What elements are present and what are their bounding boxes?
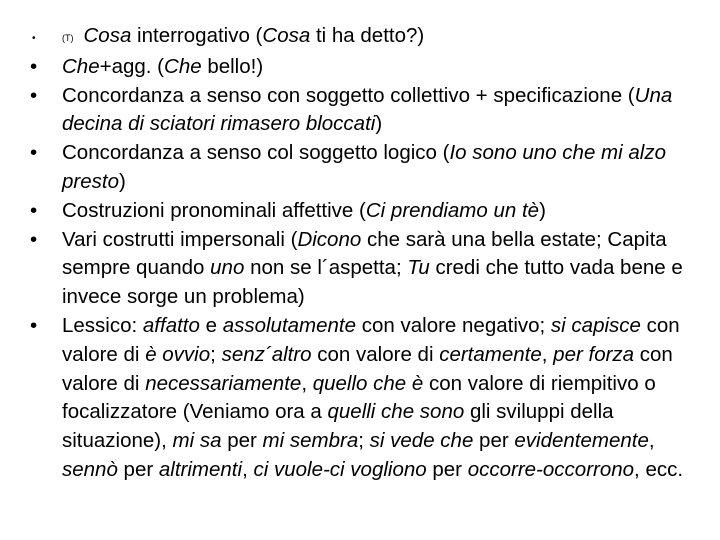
item-text: ;	[210, 342, 222, 366]
example-text: affatto	[142, 313, 200, 337]
item-text: per	[117, 457, 159, 481]
item-text: ;	[358, 429, 370, 453]
bullet-item	[30, 226, 705, 312]
bullet-dot: •	[30, 54, 38, 78]
item-text: ,	[301, 371, 313, 395]
example-text: senz´altro	[221, 342, 312, 366]
example-text: Ci prendiamo un tè	[365, 198, 540, 222]
example-text: assolutamente	[222, 313, 357, 337]
example-text: Io sono uno che mi alzo presto	[62, 141, 666, 193]
item-text: con valore di riempitivo o focalizzatore (Veniamo ora a	[62, 371, 656, 424]
item-text: che sarà una bella estate; Capita sempre quando	[62, 227, 667, 280]
example-text: Cosa	[262, 24, 311, 47]
example-text: necessariamente	[145, 371, 302, 395]
item-text: con valore di	[311, 342, 440, 366]
item-text: ,	[242, 457, 254, 481]
item-text: Concordanza a senso con soggetto collettivo + specificazione (	[62, 83, 635, 107]
example-text: altrimenti	[158, 457, 243, 481]
bullet-dot: •	[30, 227, 38, 251]
example-text: quello che è	[312, 371, 424, 395]
bullet-list	[30, 22, 705, 485]
example-text: si vede che	[369, 429, 474, 453]
example-text: ci vuole-ci vogliono	[253, 457, 427, 481]
example-text: Che	[164, 54, 202, 78]
example-text: sennò	[62, 457, 118, 481]
item-text: ,	[648, 429, 655, 453]
item-text: Lessico:	[62, 313, 143, 337]
bullet-dot: •	[30, 313, 38, 337]
item-text: interrogativo (	[131, 24, 263, 47]
bullet-item	[30, 139, 705, 197]
item-text: con valore di	[62, 342, 673, 395]
item-text: , ecc.	[634, 457, 684, 481]
item-text: Costruzioni pronominali affettive (	[62, 198, 366, 222]
item-text: credi che tutto vada bene e invece sorge un problema)	[62, 256, 683, 309]
example-text: certamente	[439, 342, 542, 366]
item-text: con valore di	[62, 313, 680, 366]
item-text: ,	[541, 342, 554, 366]
bullet-item	[30, 53, 705, 82]
example-text: si capisce	[550, 313, 641, 337]
item-text: )	[118, 169, 126, 193]
example-text: per forza	[553, 342, 635, 366]
item-text: ti ha detto?)	[310, 24, 425, 47]
item-marker: (T)	[62, 33, 74, 43]
bullet-dot: •	[32, 33, 36, 44]
item-text: bello!)	[201, 54, 264, 78]
item-text: )	[375, 112, 383, 136]
example-text: Tu	[407, 256, 430, 280]
item-text: per	[221, 429, 263, 453]
item-text: non se l´aspetta;	[244, 256, 408, 280]
bullet-dot: •	[30, 198, 38, 222]
example-text: evidentemente	[514, 429, 649, 453]
example-text: è ovvio	[145, 342, 211, 366]
example-text: mi sa	[172, 429, 222, 453]
example-text: Cosa	[83, 24, 132, 47]
example-text: Una decina di sciatori rimasero bloccati	[62, 83, 673, 136]
example-text: occorre-occorrono	[467, 457, 635, 481]
bullet-dot: •	[30, 141, 38, 165]
bullet-item	[30, 197, 705, 226]
bullet-item	[30, 22, 705, 53]
item-text: per	[473, 429, 515, 453]
item-text: )	[539, 198, 546, 222]
item-text: Concordanza a senso col soggetto logico (	[62, 141, 450, 165]
item-text: con valore negativo;	[356, 313, 551, 337]
bullet-item	[30, 82, 705, 140]
item-text: Vari costrutti impersonali (	[62, 227, 298, 251]
example-text: quelli che sono	[327, 400, 465, 424]
item-text: +agg. (	[99, 54, 165, 78]
example-text: Che	[62, 54, 100, 78]
item-text: per	[426, 457, 468, 481]
example-text: Dicono	[297, 227, 362, 251]
bullet-dot: •	[30, 83, 38, 107]
item-text: e	[199, 313, 223, 337]
example-text: uno	[210, 256, 245, 280]
item-text: gli sviluppi della situazione),	[62, 400, 614, 453]
example-text: mi sembra	[262, 429, 359, 453]
bullet-item	[30, 312, 705, 485]
